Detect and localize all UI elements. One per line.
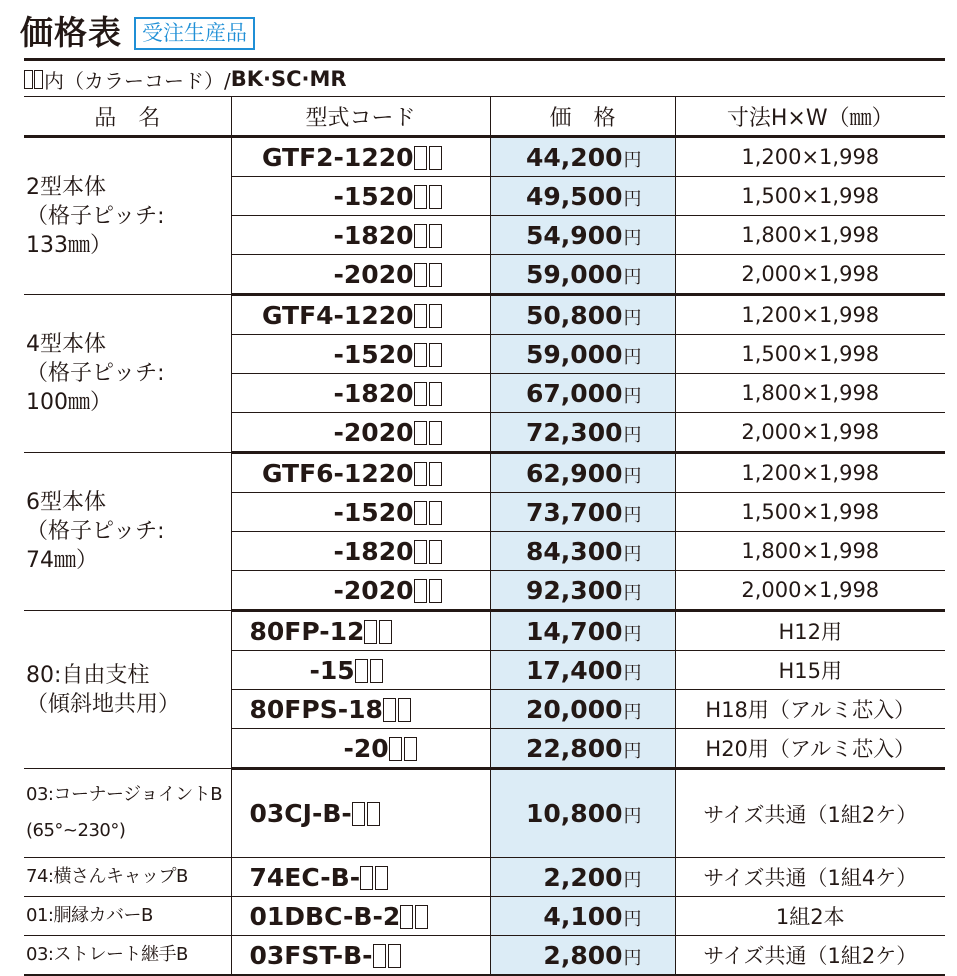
dimension: 1,800×1,998 (675, 374, 945, 413)
color-code-placeholder-icon (414, 343, 427, 367)
yen-unit: 円 (623, 266, 642, 288)
model-code (231, 729, 490, 769)
model-code (231, 769, 490, 858)
price (490, 493, 675, 532)
model-code-text: 03CJ-B- (249, 799, 352, 828)
color-code-placeholder-icon (370, 659, 383, 683)
yen-unit: 円 (623, 227, 642, 249)
color-code-placeholder-icon (352, 802, 365, 826)
dimension: 1,500×1,998 (675, 177, 945, 216)
model-code (231, 611, 490, 651)
price (490, 729, 675, 769)
model-code-text: -1820 (333, 536, 414, 566)
product-name-rail-cap: 74:横さんキャップB (24, 858, 231, 897)
model-code (231, 374, 490, 413)
column-header-name: 品 名 (24, 97, 231, 137)
dimension: H20用（アルミ芯入） (675, 729, 945, 769)
price (490, 137, 675, 177)
yen-unit: 円 (623, 424, 642, 446)
color-code-placeholder-icon (414, 185, 427, 209)
model-code-text: -2020 (333, 417, 414, 447)
color-code-placeholder-icon (414, 263, 427, 287)
dimension: サイズ共通（1組4ケ） (675, 858, 945, 897)
price-value: 4,100 (543, 901, 623, 931)
price-value: 20,000 (526, 694, 623, 724)
model-code-text: 74EC-B- (249, 862, 361, 892)
dimension: 1,500×1,998 (675, 493, 945, 532)
yen-unit: 円 (623, 947, 642, 969)
product-name-line: 80:自由支柱 (26, 662, 150, 688)
price-value: 59,000 (526, 339, 623, 369)
product-name-straight-joint: 03:ストレート継手B (24, 936, 231, 976)
table-row (24, 295, 945, 335)
color-code-placeholder-icon (367, 802, 380, 826)
yen-unit: 円 (623, 662, 642, 684)
price-value: 49,500 (526, 181, 623, 211)
color-code-placeholder-icon (24, 70, 33, 89)
yen-unit: 円 (623, 188, 642, 210)
column-header-code: 型式コード (231, 97, 490, 137)
color-code-placeholder-icon (429, 421, 442, 445)
color-code-placeholder-icon (414, 421, 427, 445)
page-title: 価格表 (20, 12, 122, 52)
model-code (231, 255, 490, 295)
color-code-placeholder-icon (429, 579, 442, 603)
yen-unit: 円 (623, 869, 642, 891)
model-code-text: -1520 (333, 497, 414, 527)
model-code-text: 80FPS-18 (249, 694, 383, 724)
price-value: 72,300 (526, 417, 623, 447)
column-header-price: 価 格 (490, 97, 675, 137)
yen-unit: 円 (623, 385, 642, 407)
model-code (231, 137, 490, 177)
price-value: 2,800 (543, 940, 623, 970)
color-code-placeholder-icon (373, 944, 386, 968)
color-code-placeholder-icon (429, 540, 442, 564)
model-code (231, 216, 490, 255)
table-row (24, 858, 945, 897)
product-name-line: 03:コーナージョイントB (26, 784, 223, 805)
price (490, 936, 675, 976)
dimension: 2,000×1,998 (675, 255, 945, 295)
color-code-placeholder-icon (429, 224, 442, 248)
model-code-text: 80FP-12 (249, 616, 365, 646)
model-code (231, 532, 490, 571)
model-code-text: GTF4-1220 (261, 300, 414, 330)
model-code-text: -2020 (333, 259, 414, 289)
product-name-line: （傾斜地共用） (26, 691, 181, 717)
color-code-note (24, 64, 347, 94)
yen-unit: 円 (623, 346, 642, 368)
dimension: 1,800×1,998 (675, 216, 945, 255)
color-code-placeholder-icon (34, 70, 43, 89)
column-header-size: 寸法H×W（㎜） (675, 97, 945, 137)
dimension: 1,200×1,998 (675, 137, 945, 177)
yen-unit: 円 (623, 307, 642, 329)
yen-unit: 円 (623, 908, 642, 930)
dimension: サイズ共通（1組2ケ） (675, 769, 945, 858)
price-value: 62,900 (526, 458, 623, 488)
model-code (231, 413, 490, 453)
color-code-placeholder-icon (429, 343, 442, 367)
price-value: 44,200 (526, 142, 623, 172)
price (490, 651, 675, 690)
model-code (231, 897, 490, 936)
price-value: 22,800 (526, 733, 623, 763)
model-code-text: -2020 (333, 575, 414, 605)
color-code-placeholder-icon (429, 185, 442, 209)
price (490, 216, 675, 255)
model-code (231, 295, 490, 335)
dimension: H12用 (675, 611, 945, 651)
product-name-line: （格子ピッチ: (26, 361, 165, 386)
price (490, 769, 675, 858)
color-code-placeholder-icon (429, 263, 442, 287)
color-code-placeholder-icon (414, 540, 427, 564)
yen-unit: 円 (623, 701, 642, 723)
dimension: 2,000×1,998 (675, 413, 945, 453)
yen-unit: 円 (623, 149, 642, 171)
dimension: 1,200×1,998 (675, 453, 945, 493)
price (490, 374, 675, 413)
yen-unit: 円 (623, 623, 642, 645)
product-name-line: 74㎜） (26, 548, 98, 573)
yen-unit: 円 (623, 582, 642, 604)
product-name-line: （格子ピッチ: (26, 203, 165, 229)
color-code-placeholder-icon (364, 620, 377, 644)
price-value: 54,900 (526, 220, 623, 250)
color-code-placeholder-icon (383, 698, 396, 722)
model-code-text: -1520 (333, 181, 414, 211)
color-code-placeholder-icon (355, 659, 368, 683)
price (490, 335, 675, 374)
color-code-placeholder-icon (414, 501, 427, 525)
model-code (231, 453, 490, 493)
model-code-text: -1820 (333, 220, 414, 250)
product-name-furring-cover: 01:胴縁カバーB (24, 897, 231, 936)
model-code-text: -20 (343, 733, 389, 763)
made-to-order-badge: 受注生産品 (134, 17, 255, 50)
product-name-line: 100㎜） (26, 390, 112, 415)
yen-unit: 円 (623, 543, 642, 565)
title-rule (24, 58, 945, 61)
dimension: 1,200×1,998 (675, 295, 945, 335)
table-body (24, 137, 945, 976)
color-codes: BK·SC·MR (230, 67, 347, 91)
price (490, 177, 675, 216)
title-row (20, 6, 255, 54)
product-name-line: 4型本体 (26, 332, 106, 357)
model-code (231, 651, 490, 690)
price (490, 255, 675, 295)
color-code-placeholder-icon (429, 501, 442, 525)
table-row (24, 137, 945, 177)
price-value: 67,000 (526, 378, 623, 408)
dimension: 1,500×1,998 (675, 335, 945, 374)
color-code-placeholder-icon (398, 698, 411, 722)
color-code-placeholder-icon (414, 579, 427, 603)
price-value: 14,700 (526, 616, 623, 646)
model-code-text: GTF2-1220 (261, 142, 414, 172)
model-code-text: 01DBC-B-2 (249, 901, 401, 931)
model-code (231, 858, 490, 897)
model-code-text: 03FST-B- (249, 940, 373, 970)
yen-unit: 円 (623, 740, 642, 762)
product-name-line: 133㎜） (26, 232, 112, 258)
model-code (231, 571, 490, 611)
price (490, 413, 675, 453)
price-value: 10,800 (526, 799, 623, 828)
product-name-line: 6型本体 (26, 490, 106, 515)
color-code-placeholder-icon (379, 620, 392, 644)
model-code-text: -1520 (333, 339, 414, 369)
price (490, 611, 675, 651)
color-code-placeholder-icon (388, 944, 401, 968)
table-row (24, 453, 945, 493)
price (490, 858, 675, 897)
color-code-placeholder-icon (414, 304, 427, 328)
dimension: H18用（アルミ芯入） (675, 690, 945, 729)
model-code (231, 936, 490, 976)
model-code (231, 177, 490, 216)
color-code-placeholder-icon (414, 146, 427, 170)
color-code-placeholder-icon (414, 462, 427, 486)
table-row (24, 936, 945, 976)
price (490, 897, 675, 936)
price-value: 92,300 (526, 575, 623, 605)
dimension: 2,000×1,998 (675, 571, 945, 611)
yen-unit: 円 (623, 806, 642, 827)
product-name-6-type (24, 453, 231, 611)
color-code-placeholder-icon (400, 905, 413, 929)
yen-unit: 円 (623, 465, 642, 487)
price-table (24, 96, 945, 976)
color-code-placeholder-icon (429, 382, 442, 406)
color-code-placeholder-icon (404, 737, 417, 761)
product-name-line: 2型本体 (26, 174, 106, 200)
model-code (231, 335, 490, 374)
product-name-corner-joint (24, 769, 231, 858)
color-code-placeholder-icon (414, 382, 427, 406)
dimension: 1,800×1,998 (675, 532, 945, 571)
table-row (24, 897, 945, 936)
color-code-placeholder-icon (429, 146, 442, 170)
yen-unit: 円 (623, 504, 642, 526)
price (490, 295, 675, 335)
table-row (24, 769, 945, 858)
price-value: 17,400 (526, 655, 623, 685)
product-name-2-type (24, 137, 231, 295)
price (490, 690, 675, 729)
product-name-free-post (24, 611, 231, 769)
product-name-line: （格子ピッチ: (26, 519, 165, 544)
color-code-placeholder-icon (360, 866, 373, 890)
color-code-placeholder-icon (415, 905, 428, 929)
color-note-prefix: 内（カラーコード）/ (44, 68, 231, 93)
color-code-placeholder-icon (375, 866, 388, 890)
price-value: 84,300 (526, 536, 623, 566)
dimension: サイズ共通（1組2ケ） (675, 936, 945, 976)
model-code (231, 493, 490, 532)
product-name-line: (65°~230°) (26, 820, 126, 841)
color-code-placeholder-icon (389, 737, 402, 761)
price-value: 73,700 (526, 497, 623, 527)
price-value: 50,800 (526, 300, 623, 330)
color-code-placeholder-icon (429, 304, 442, 328)
price (490, 571, 675, 611)
dimension: H15用 (675, 651, 945, 690)
model-code (231, 690, 490, 729)
price (490, 532, 675, 571)
model-code-text: GTF6-1220 (261, 458, 414, 488)
price (490, 453, 675, 493)
color-code-placeholder-icon (414, 224, 427, 248)
table-header-row (24, 97, 945, 137)
price-value: 59,000 (526, 259, 623, 289)
dimension: 1組2本 (675, 897, 945, 936)
price-value: 2,200 (543, 862, 623, 892)
product-name-4-type (24, 295, 231, 453)
model-code-text: -15 (309, 655, 355, 685)
color-code-placeholder-icon (429, 462, 442, 486)
table-row (24, 611, 945, 651)
model-code-text: -1820 (333, 378, 414, 408)
